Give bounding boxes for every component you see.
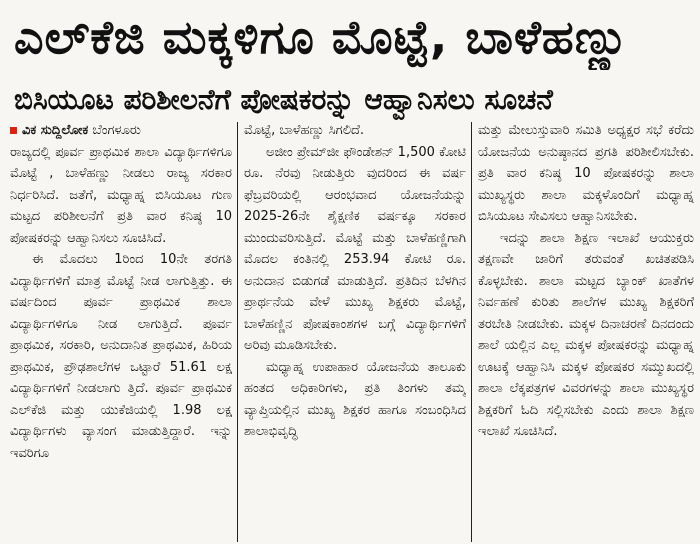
dateline-city: ಬೆಂಗಳೂರು: [92, 123, 141, 138]
subheadline: ಬಿಸಿಯೂಟ ಪರಿಶೀಲನೆಗೆ ಪೋಷಕರನ್ನು ಆಹ್ವಾನಿಸಲು ಸೂಚನೆ: [14, 83, 553, 116]
agency-name: ವಿಕ ಸುದ್ದಿಲೋಕ: [22, 123, 89, 138]
paragraph: ಅಜೀಂ ಪ್ರೇಮ್‌ಜೀ ಫೌಂಡೇಶನ್ 1,500 ಕೋಟಿ ರೂ. ನೆರವು ನೀಡುತ್ತಿರು ವುದರಿಂದ ಈ ವರ್ಷ ಫೆಬ್ರವರಿಯಲ್ಲಿ ಆರಂಭವಾದ ಯೋಜನೆಯನ್ನು 2025-26ನೇ ಶೈಕ್ಷಣಿಕ ವರ್ಷಕ್ಕೂ ಸರಕಾರ ಮುಂದುವರಿಸುತ್ತಿದೆ. ಮೊಟ್ಟೆ ಮತ್ತು ಬಾಳೆಹಣ್ಣಿಗಾಗಿ ಮೊದಲ ಕಂತಿನಲ್ಲಿ 253.94 ಕೋಟಿ ರೂ. ಅನುದಾನ ಬಿಡುಗಡೆ ಮಾಡುತ್ತಿದೆ. ಪ್ರತಿದಿನ ಬೆಳಗಿನ ಪ್ರಾರ್ಥನೆಯ ವೇಳೆ ಮುಖ್ಯ ಶಿಕ್ಷಕರು ಮೊಟ್ಟೆ, ಬಾಳೆಹಣ್ಣಿನ ಪೋಷಕಾಂಶಗಳ ಬಗ್ಗೆ ವಿದ್ಯಾರ್ಥಿಗಳಿಗೆ ಅರಿವು ಮೂಡಿಸಬೇಕು.: [244, 144, 466, 353]
paragraph: ಇದನ್ನು ಶಾಲಾ ಶಿಕ್ಷಣ ಇಲಾಖೆ ಆಯುಕ್ತರು ತಕ್ಷಣವೇ ಜಾರಿಗೆ ತರುವಂತೆ ಖಚಿತಪಡಿಸಿ ಕೊಳ್ಳಬೇಕು. ಶಾಲಾ ಮಟ್ಟದ ಬ್ಯಾಂಕ್ ಖಾತೆಗಳ ನಿರ್ವಹಣೆ ಕುರಿತು ಶಾಲೆಗಳ ಮುಖ್ಯ ಶಿಕ್ಷಕರಿಗೆ ತರಬೇತಿ ನೀಡಬೇಕು. ಮಕ್ಕಳ ದಿನಾಚರಣೆ ದಿನದಂದು ಶಾಲೆ ಯಲ್ಲಿನ ಎಲ್ಲ ಮಕ್ಕಳ ಪೋಷಕರನ್ನು ಮಧ್ಯಾಹ್ನ ಊಟಕ್ಕೆ ಆಹ್ವಾನಿಸಿ ಮಕ್ಕಳ ಪೋಷಕರ ಸಮ್ಮುಖದಲ್ಲಿ ಶಾಲಾ ಲೆಕ್ಕಪತ್ರಗಳ ವಿವರಗಳನ್ನು ಶಾಲಾ ಮುಖ್ಯಸ್ಥರ ಶಿಕ್ಷಕರಿಗೆ ಓದಿ ಸಲ್ಲಿಸಬೇಕು ಎಂದು ಶಾಲಾ ಶಿಕ್ಷಣ ಇಲಾಖೆ ಸೂಚಿಸಿದೆ.: [478, 230, 694, 439]
paragraph: ಮತ್ತು ಮೇಲುಸ್ತುವಾರಿ ಸಮಿತಿ ಅಧ್ಯಕ್ಷರ ಸಭೆ ಕರೆದು ಯೋಜನೆಯ ಅನುಷ್ಠಾನದ ಪ್ರಗತಿ ಪರಿಶೀಲಿಸಬೇಕು. ಪ್ರತಿ ವಾರ ಕನಿಷ್ಠ 10 ಪೋಷಕರನ್ನು ಶಾಲಾ ಮುಖ್ಯಸ್ಥರು ಶಾಲಾ ಮಕ್ಕಳೊಂದಿಗೆ ಮಧ್ಯಾಹ್ನ ಬಿಸಿಯೂಟ ಸೇವಿಸಲು ಆಹ್ವಾನಿಸಬೇಕು.: [478, 123, 694, 224]
article-column-2: [244, 120, 466, 540]
article-column-1: [10, 120, 232, 540]
paragraph: ರಾಜ್ಯದಲ್ಲಿ ಪೂರ್ವ ಪ್ರಾಥಮಿಕ ಶಾಲಾ ವಿದ್ಯಾರ್ಥಿಗಳಿಗೂ ಮೊಟ್ಟೆ , ಬಾಳೆಹಣ್ಣು ನೀಡಲು ರಾಜ್ಯ ಸರಕಾರ ನಿರ್ಧರಿಸಿದೆ. ಜತೆಗೆ, ಮಧ್ಯಾಹ್ನ ಬಿಸಿಯೂಟ ಗುಣ ಮಟ್ಟದ ಪರಿಶೀಲನೆಗೆ ಪ್ರತಿ ವಾರ ಕನಿಷ್ಠ 10 ಪೋಷಕರನ್ನು ಆಹ್ವಾನಿಸಲು ಸೂಚಿಸಿದೆ.: [10, 144, 232, 246]
headline: ಎಲ್‌ಕೆಜಿ ಮಕ್ಕಳಿಗೂ ಮೊಟ್ಟೆ, ಬಾಳೆಹಣ್ಣು: [14, 10, 630, 64]
paragraph: ಮಧ್ಯಾಹ್ನ ಉಪಾಹಾರ ಯೋಜನೆಯ ತಾಲೂಕು ಹಂತದ ಅಧಿಕಾರಿಗಳು, ಪ್ರತಿ ತಿಂಗಳು ತಮ್ಮ ವ್ಯಾಪ್ತಿಯಲ್ಲಿನ ಮುಖ್ಯ ಶಿಕ್ಷಕರ ಹಾಗೂ ಸಂಬಂಧಿಸಿದ ಶಾಲಾಭಿವೃದ್ಧಿ: [244, 359, 466, 439]
dateline: [10, 120, 232, 142]
paragraph: ಈ ಮೊದಲು 1ರಿಂದ 10ನೇ ತರಗತಿ ವಿದ್ಯಾರ್ಥಿಗಳಿಗೆ ಮಾತ್ರ ಮೊಟ್ಟೆ ನೀಡ ಲಾಗುತ್ತಿತ್ತು. ಈ ವರ್ಷದಿಂದ ಪೂರ್ವ ಪ್ರಾಥಮಿಕ ಶಾಲಾ ವಿದ್ಯಾರ್ಥಿಗಳಿಗೂ ನೀಡ ಲಾಗುತ್ತಿದೆ. ಪೂರ್ವ ಪ್ರಾಥಮಿಕ, ಸರಕಾರಿ, ಅನುದಾನಿತ ಪ್ರಾಥಮಿಕ, ಹಿರಿಯ ಪ್ರಾಥಮಿಕ, ಪ್ರೌಢಶಾಲೆಗಳ ಒಟ್ಟಾರೆ 51.61 ಲಕ್ಷ ವಿದ್ಯಾರ್ಥಿಗಳಿಗೆ ನೀಡಲಾಗು ತ್ತಿದೆ. ಪೂರ್ವ ಪ್ರಾಥಮಿಕ ಎಲ್‌ಕೆಜಿ ಮತ್ತು ಯುಕೆಜಿಯಲ್ಲಿ 1.98 ಲಕ್ಷ ವಿದ್ಯಾರ್ಥಿಗಳು ವ್ಯಾಸಂಗ ಮಾಡುತ್ತಿದ್ದಾರೆ. ಇನ್ನು ಇವರಿಗೂ: [10, 252, 232, 461]
article-column-3: [478, 120, 694, 540]
paragraph: ಮೊಟ್ಟೆ, ಬಾಳೆಹಣ್ಣು ಸಿಗಲಿದೆ.: [244, 123, 365, 138]
column-divider: [237, 122, 238, 542]
bullet-icon: [10, 127, 17, 134]
column-divider: [471, 122, 472, 542]
